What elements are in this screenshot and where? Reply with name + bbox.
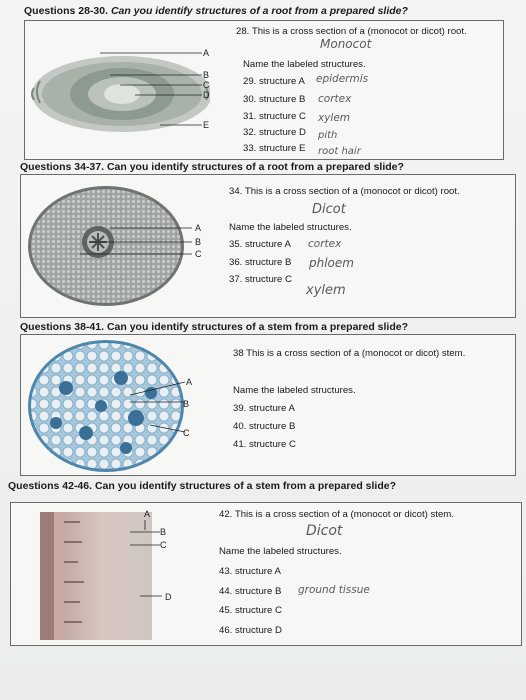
answer-37: xylem [306,283,346,298]
answer-28: Monocot [320,37,372,51]
section-2-leader-lines [70,222,195,262]
label-a: A [195,223,202,233]
question-44: 44. structure B [219,586,282,597]
label-b: B [195,237,202,247]
answer-33: root hair [318,146,361,157]
label-d: D [203,90,210,100]
name-prompt-4: Name the labeled structures. [219,546,342,557]
label-d: D [165,592,172,602]
label-b: B [183,399,190,409]
label-e: E [203,120,210,130]
question-31: 31. structure C [243,111,306,122]
name-prompt-2: Name the labeled structures. [229,222,352,233]
name-prompt-1: Name the labeled structures. [243,59,366,70]
label-b: B [203,70,210,80]
question-42: 42. This is a cross section of a (monocot or dicot) stem. [219,509,454,520]
question-29: 29. structure A [243,76,305,87]
label-c: C [183,428,190,438]
answer-35: cortex [308,238,342,250]
answer-30: cortex [318,93,352,105]
section-4-heading: Questions 42-46. Can you identify structures of a stem from a prepared slide? [8,480,397,492]
question-30: 30. structure B [243,94,306,105]
question-36: 36. structure B [229,257,292,268]
answer-34: Dicot [312,202,346,217]
section-3-heading: Questions 38-41. Can you identify structures of a stem from a prepared slide? [20,321,409,333]
answer-29: epidermis [316,73,369,85]
name-prompt-3: Name the labeled structures. [233,385,356,396]
question-41: 41. structure C [233,439,296,450]
label-a: A [144,509,151,519]
answer-42: Dicot [306,523,343,539]
answer-36: phloem [309,256,354,270]
question-45: 45. structure C [219,605,282,616]
question-46: 46. structure D [219,625,282,636]
question-35: 35. structure A [229,239,291,250]
label-a: A [203,48,210,58]
label-c: C [160,540,167,550]
label-b: B [160,527,167,537]
section-3-leader-lines [130,380,190,440]
label-c: C [195,249,202,259]
question-34: 34. This is a cross section of a (monocot or dicot) root. [229,186,460,197]
question-28: 28. This is a cross section of a (monocot or dicot) root. [236,26,467,37]
section-1-leader-lines [100,40,210,140]
label-c: C [203,80,210,90]
question-40: 40. structure B [233,421,296,432]
section-1-heading-num: Questions 28-30. [24,5,109,17]
question-32: 32. structure D [243,127,306,138]
label-a: A [186,377,193,387]
answer-44: ground tissue [298,584,370,596]
section-1-heading [24,5,408,17]
answer-31: xylem [318,112,351,124]
question-38: 38 This is a cross section of a (monocot or dicot) stem. [233,348,466,359]
question-43: 43. structure A [219,566,281,577]
answer-32: pith [318,130,338,141]
question-37: 37. structure C [229,274,292,285]
question-39: 39. structure A [233,403,295,414]
section-1-heading-text: Can you identify structures of a root from a prepared slide? [110,5,408,17]
question-33: 33. structure E [243,143,306,154]
section-2-heading: Questions 34-37. Can you identify structures of a root from a prepared slide? [20,161,404,173]
